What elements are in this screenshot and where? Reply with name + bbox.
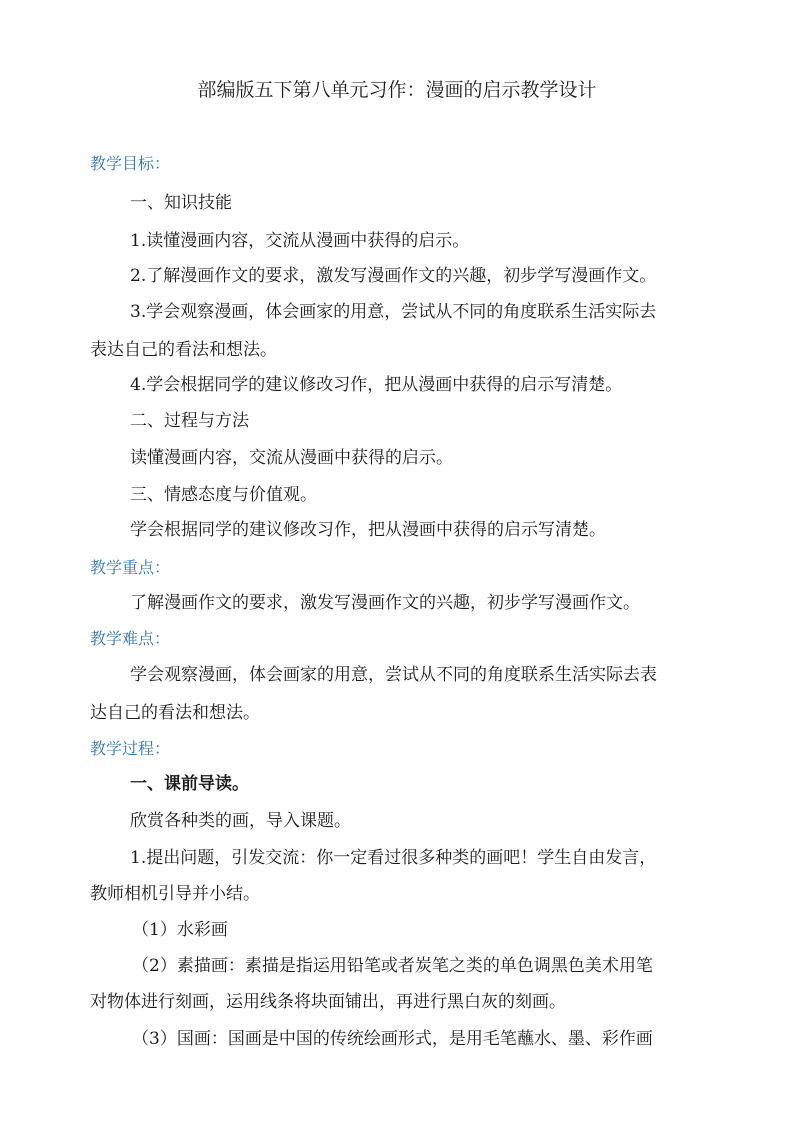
process-item-1-continued: 教师相机引导并小结。 [90,884,260,904]
painting-type-3: （3）国画：国画是中国的传统绘画形式，是用毛笔蘸水、墨、彩作画 [132,1029,653,1049]
goal-item-3: 3.学会观察漫画，体会画家的用意，尝试从不同的角度联系生活实际去 [130,302,657,322]
goal-item-4: 4.学会根据同学的建议修改习作，把从漫画中获得的启示写清楚。 [130,375,623,395]
goal-section-3: 三、情感态度与价值观。 [130,485,317,505]
painting-type-2: （2）素描画：素描是指运用铅笔或者炭笔之类的单色调黑色美术用笔 [132,956,653,976]
goal-section-1: 一、知识技能 [130,193,232,213]
process-section-1: 一、课前导读。 [130,774,249,794]
process-section-1-text: 欣赏各种类的画，导入课题。 [130,811,351,831]
painting-type-1: （1）水彩画 [132,920,228,940]
difficulties-text: 学会观察漫画，体会画家的用意，尝试从不同的角度联系生活实际去表 [130,665,657,685]
difficulties-text-continued: 达自己的看法和想法。 [90,703,260,723]
goal-section-3-text: 学会根据同学的建议修改习作，把从漫画中获得的启示写清楚。 [130,520,606,540]
painting-type-2-continued: 对物体进行刻画，运用线条将块面铺出，再进行黑白灰的刻画。 [90,992,566,1012]
heading-teaching-difficulties: 教学难点： [90,629,171,648]
process-item-1: 1.提出问题，引发交流：你一定看过很多种类的画吧！学生自由发言， [130,848,657,868]
heading-teaching-goals: 教学目标： [90,154,171,173]
goal-item-3-continued: 表达自己的看法和想法。 [90,340,277,360]
goal-item-1: 1.读懂漫画内容，交流从漫画中获得的启示。 [130,231,470,251]
goal-section-2: 二、过程与方法 [130,411,249,431]
heading-teaching-key-points: 教学重点： [90,558,171,577]
goal-item-2: 2.了解漫画作文的要求，激发写漫画作文的兴趣，初步学写漫画作文。 [130,266,657,286]
goal-section-2-text: 读懂漫画内容，交流从漫画中获得的启示。 [130,448,453,468]
key-points-text: 了解漫画作文的要求，激发写漫画作文的兴趣，初步学写漫画作文。 [130,593,640,613]
document-title: 部编版五下第八单元习作：漫画的启示教学设计 [197,79,597,101]
heading-teaching-process: 教学过程： [90,739,171,758]
